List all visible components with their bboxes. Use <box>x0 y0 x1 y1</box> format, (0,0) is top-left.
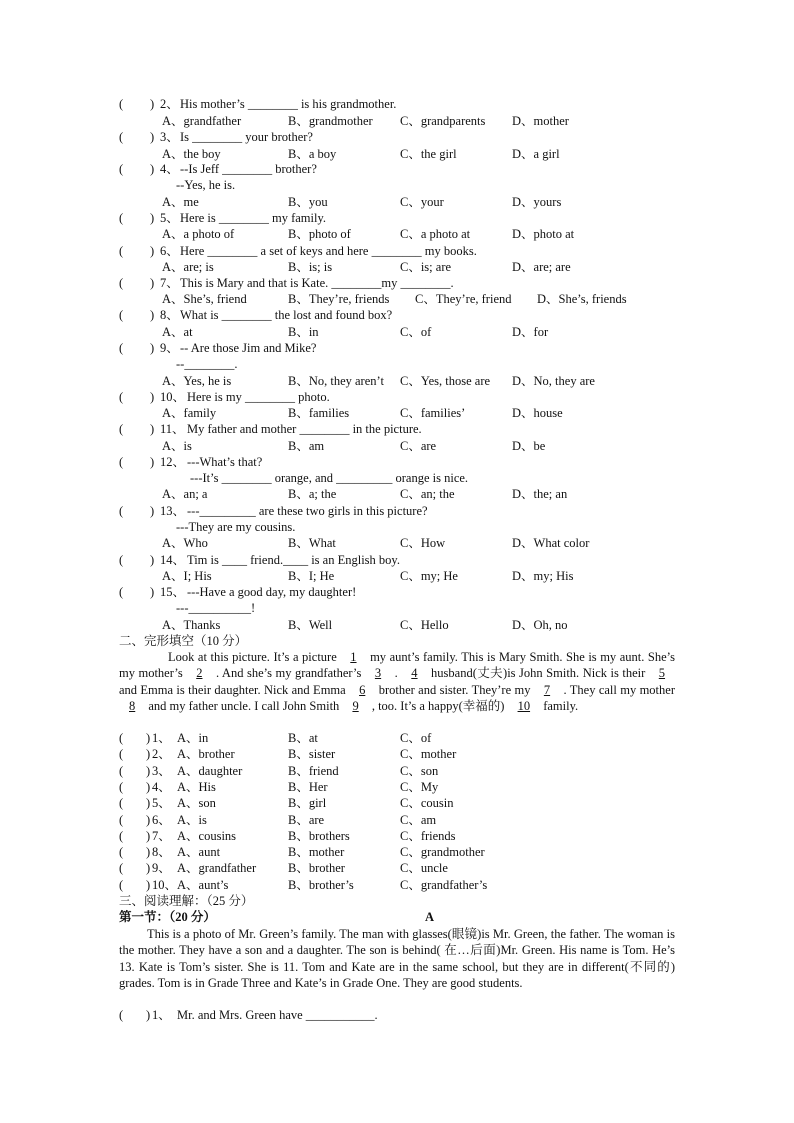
item-number: 5、 <box>152 796 171 811</box>
answer-paren-close: ) <box>150 585 155 599</box>
passage-text: , too. It’s a happy(幸福的) <box>368 698 508 713</box>
answer-paren-close: ) <box>150 341 155 355</box>
option-a[interactable]: A、Who <box>162 536 208 550</box>
question-dialogue-line <box>0 470 794 486</box>
question-number: 10、 <box>160 390 186 404</box>
cloze-item-3 <box>0 763 794 779</box>
option-d[interactable]: D、my; His <box>512 569 574 583</box>
option-d[interactable]: D、yours <box>512 195 562 209</box>
option-b[interactable]: B、in <box>288 325 319 339</box>
item-number: 9、 <box>152 861 171 876</box>
item-number: 10、 <box>152 877 178 892</box>
option-d[interactable]: D、a girl <box>512 147 560 161</box>
option-c[interactable]: C、your <box>400 195 444 209</box>
option-d[interactable]: D、What color <box>512 536 590 550</box>
option-c[interactable]: C、friends <box>400 828 456 843</box>
question-number: 12、 <box>160 455 186 469</box>
section-heading: 三、阅读理解：（25 分） <box>119 894 254 908</box>
question-number: 4、 <box>160 162 179 176</box>
option-c[interactable]: C、Yes, those are <box>400 374 491 388</box>
item-number: 7、 <box>152 828 171 843</box>
answer-paren-open[interactable]: ( <box>119 308 124 322</box>
question-dialogue-line <box>0 356 794 372</box>
answer-paren-close: ) <box>146 747 151 762</box>
answer-paren-close: ) <box>146 1008 151 1022</box>
answer-paren-close: ) <box>150 97 155 111</box>
option-c[interactable]: C、uncle <box>400 861 448 876</box>
answer-paren-open[interactable]: ( <box>119 244 124 258</box>
question-stem: Here is ________ my family. <box>180 211 327 225</box>
answer-paren-close: ) <box>150 422 155 436</box>
question-6 <box>0 243 794 259</box>
answer-paren-open[interactable]: ( <box>119 130 124 144</box>
question-number: 15、 <box>160 585 186 599</box>
question-7 <box>0 275 794 291</box>
option-a[interactable]: A、She’s, friend <box>162 292 247 306</box>
question-dialogue-line <box>0 177 794 193</box>
option-b[interactable]: B、girl <box>288 796 327 811</box>
answer-paren-open[interactable]: ( <box>119 763 124 778</box>
option-b[interactable]: B、a boy <box>288 147 337 161</box>
option-c[interactable]: C、How <box>400 536 446 550</box>
cloze-item-6 <box>0 812 794 828</box>
question-options <box>0 194 794 210</box>
question-stem: What is ________ the lost and found box? <box>180 308 393 322</box>
passage-text: husband(丈夫)is John Smith. Nick is their <box>427 666 649 681</box>
option-c[interactable]: C、an; the <box>400 487 455 501</box>
option-a[interactable]: A、His <box>177 779 216 794</box>
answer-paren-close: ) <box>146 828 151 843</box>
question-dialogue-line <box>0 519 794 535</box>
option-b[interactable]: B、No, they aren’t <box>288 374 384 388</box>
question-9 <box>0 340 794 356</box>
option-a[interactable]: A、cousins <box>177 828 237 843</box>
option-b[interactable]: B、is; is <box>288 260 333 274</box>
question-number: 5、 <box>160 211 179 225</box>
cloze-blank[interactable]: 10 <box>517 698 531 713</box>
answer-paren-open[interactable]: ( <box>119 845 124 860</box>
question-stem: -- Are those Jim and Mike? <box>180 341 317 355</box>
option-c[interactable]: C、Hello <box>400 618 449 632</box>
answer-paren-open[interactable]: ( <box>119 585 124 599</box>
question-15 <box>0 584 794 600</box>
option-a[interactable]: A、I; His <box>162 569 212 583</box>
option-c[interactable]: C、of <box>400 325 432 339</box>
option-a[interactable]: A、aunt’s <box>177 877 229 892</box>
answer-paren-open[interactable]: ( <box>119 390 124 404</box>
question-stem-second: --________. <box>176 357 238 371</box>
option-a[interactable]: A、a photo of <box>162 227 235 241</box>
question-4 <box>0 161 794 177</box>
answer-paren-open[interactable]: ( <box>119 747 124 762</box>
answer-paren-close: ) <box>150 553 155 567</box>
question-options <box>0 568 794 584</box>
option-a[interactable]: A、is <box>177 812 207 827</box>
question-dialogue-line <box>0 600 794 616</box>
answer-paren-close: ) <box>150 244 155 258</box>
option-b[interactable]: B、families <box>288 406 350 420</box>
option-a[interactable]: A、Yes, he is <box>162 374 232 388</box>
cloze-item-2 <box>0 746 794 762</box>
option-c[interactable]: C、mother <box>400 747 457 762</box>
question-8 <box>0 307 794 323</box>
option-d[interactable]: D、house <box>512 406 563 420</box>
question-stem: Mr. and Mrs. Green have ___________. <box>177 1008 378 1022</box>
answer-paren-close: ) <box>146 877 151 892</box>
answer-paren-close: ) <box>150 504 155 518</box>
option-b[interactable]: B、What <box>288 536 336 550</box>
answer-paren-close: ) <box>150 211 155 225</box>
option-b[interactable]: B、Her <box>288 779 328 794</box>
question-3 <box>0 129 794 145</box>
question-stem: ---Have a good day, my daughter! <box>187 585 357 599</box>
question-14 <box>0 552 794 568</box>
cloze-blank[interactable]: 4 <box>411 666 418 681</box>
question-options <box>0 146 794 162</box>
option-b[interactable]: B、Well <box>288 618 333 632</box>
passage-text: and Emma is their daughter. Nick and Emma <box>119 682 350 697</box>
question-options <box>0 226 794 242</box>
option-a[interactable]: A、family <box>162 406 217 420</box>
subsection-heading: 第一节：（20 分） <box>119 910 216 924</box>
question-stem: Here ________ a set of keys and here ________ my books. <box>180 244 477 258</box>
question-number: 7、 <box>160 276 179 290</box>
option-a[interactable]: A、the boy <box>162 147 221 161</box>
answer-paren-open[interactable]: ( <box>119 341 124 355</box>
item-number: 8、 <box>152 845 171 860</box>
option-c[interactable]: C、am <box>400 812 437 827</box>
option-a[interactable]: A、is <box>162 439 192 453</box>
passage-text: . <box>391 666 402 681</box>
option-b[interactable]: B、I; He <box>288 569 335 583</box>
item-number: 3、 <box>152 763 171 778</box>
cloze-item-5 <box>0 795 794 811</box>
question-stem: Tim is ____ friend.____ is an English boy. <box>187 553 400 567</box>
question-number: 1、 <box>152 1008 171 1022</box>
cloze-heading <box>0 633 794 649</box>
answer-paren-open[interactable]: ( <box>119 422 124 436</box>
option-a[interactable]: A、son <box>177 796 216 811</box>
question-stem-second: ---__________! <box>176 601 256 615</box>
option-c[interactable]: C、grandmother <box>400 845 485 860</box>
question-11 <box>0 421 794 437</box>
passage-text: brother and sister. They’re my <box>375 682 534 697</box>
option-b[interactable]: B、brother <box>288 861 345 876</box>
option-c[interactable]: C、grandparents <box>400 114 486 128</box>
question-stem: His mother’s ________ is his grandmother. <box>180 97 397 111</box>
passage-text: and my father uncle. I call John Smith <box>145 698 343 713</box>
option-d[interactable]: D、are; are <box>512 260 571 274</box>
question-5 <box>0 210 794 226</box>
option-d[interactable]: D、be <box>512 439 546 453</box>
cloze-blank[interactable]: 6 <box>359 682 366 697</box>
answer-paren-open[interactable]: ( <box>119 1008 124 1022</box>
question-10 <box>0 389 794 405</box>
option-a[interactable]: A、daughter <box>177 763 243 778</box>
option-b[interactable]: B、friend <box>288 763 339 778</box>
answer-paren-open[interactable]: ( <box>119 731 124 745</box>
cloze-blank[interactable]: 2 <box>196 666 203 681</box>
reading-subheading <box>0 909 794 925</box>
question-stem: Is ________ your brother? <box>180 130 313 144</box>
question-stem: ---What’s that? <box>187 455 263 469</box>
question-number: 8、 <box>160 308 179 322</box>
answer-paren-close: ) <box>146 845 151 860</box>
passage-text: . And she’s my grandfather’s <box>212 666 365 681</box>
option-d[interactable]: D、mother <box>512 114 569 128</box>
answer-paren-close: ) <box>146 779 151 794</box>
answer-paren-open[interactable]: ( <box>119 211 124 225</box>
cloze-passage <box>119 649 675 714</box>
cloze-blank[interactable]: 7 <box>543 682 551 697</box>
answer-paren-close: ) <box>150 308 155 322</box>
option-a[interactable]: A、me <box>162 195 199 209</box>
answer-paren-close: ) <box>150 390 155 404</box>
cloze-item-8 <box>0 844 794 860</box>
answer-paren-open[interactable]: ( <box>119 162 124 176</box>
option-c[interactable]: C、son <box>400 763 439 778</box>
option-a[interactable]: A、an; a <box>162 487 208 501</box>
question-number: 3、 <box>160 130 179 144</box>
option-b[interactable]: B、brother’s <box>288 877 354 892</box>
answer-paren-open[interactable]: ( <box>119 828 124 843</box>
question-options <box>0 438 794 454</box>
question-12 <box>0 454 794 470</box>
option-b[interactable]: B、at <box>288 731 318 745</box>
option-b[interactable]: B、you <box>288 195 328 209</box>
option-d[interactable]: D、the; an <box>512 487 568 501</box>
question-number: 11、 <box>160 422 185 436</box>
question-number: 9、 <box>160 341 179 355</box>
question-options <box>0 259 794 275</box>
reading-question-1 <box>0 1007 794 1023</box>
option-b[interactable]: B、are <box>288 812 325 827</box>
option-d[interactable]: D、photo at <box>512 227 575 241</box>
answer-paren-open[interactable]: ( <box>119 97 124 111</box>
answer-paren-open[interactable]: ( <box>119 553 124 567</box>
answer-paren-open[interactable]: ( <box>119 504 124 518</box>
option-a[interactable]: A、are; is <box>162 260 214 274</box>
answer-paren-close: ) <box>146 731 151 745</box>
option-b[interactable]: B、am <box>288 439 325 453</box>
question-options <box>0 617 794 633</box>
question-options <box>0 373 794 389</box>
question-number: 14、 <box>160 553 186 567</box>
item-number: 2、 <box>152 747 171 762</box>
passage-text: Look at this picture. It’s a picture <box>168 650 341 664</box>
option-c[interactable]: C、families’ <box>400 406 466 420</box>
question-stem: --Is Jeff ________ brother? <box>180 162 317 176</box>
passage-text: family. <box>540 698 579 713</box>
passage-text: . They call my mother <box>560 682 675 697</box>
answer-paren-open[interactable]: ( <box>119 276 124 290</box>
option-b[interactable]: B、a; the <box>288 487 337 501</box>
cloze-item-4 <box>0 779 794 795</box>
question-number: 13、 <box>160 504 186 518</box>
option-d[interactable]: D、for <box>512 325 549 339</box>
item-number: 1、 <box>152 731 171 745</box>
option-c[interactable]: C、cousin <box>400 796 454 811</box>
cloze-blank[interactable]: 9 <box>352 698 359 713</box>
option-c[interactable]: C、grandfather’s <box>400 877 488 892</box>
answer-paren-open[interactable]: ( <box>119 812 124 827</box>
option-c[interactable]: C、are <box>400 439 437 453</box>
option-c[interactable]: C、my; He <box>400 569 458 583</box>
answer-paren-close: ) <box>146 796 151 811</box>
option-c[interactable]: C、is; are <box>400 260 452 274</box>
cloze-blank[interactable]: 5 <box>658 666 666 681</box>
option-b[interactable]: B、They’re, friends <box>288 292 390 306</box>
option-b[interactable]: B、brothers <box>288 828 350 843</box>
option-c[interactable]: C、They’re, friend <box>415 292 512 306</box>
option-b[interactable]: B、photo of <box>288 227 351 241</box>
option-c[interactable]: C、a photo at <box>400 227 471 241</box>
question-stem-second: ---It’s ________ orange, and _________ orange is nice. <box>190 471 469 485</box>
option-d[interactable]: D、Oh, no <box>512 618 568 632</box>
question-options <box>0 324 794 340</box>
option-a[interactable]: A、brother <box>177 747 235 762</box>
option-a[interactable]: A、grandfather <box>162 114 242 128</box>
answer-paren-close: ) <box>150 130 155 144</box>
answer-paren-close: ) <box>150 276 155 290</box>
section-heading: 二、完形填空（10 分） <box>119 634 248 648</box>
option-b[interactable]: B、sister <box>288 747 336 762</box>
option-d[interactable]: D、No, they are <box>512 374 595 388</box>
cloze-blank[interactable]: 3 <box>374 666 382 681</box>
question-stem-second: --Yes, he is. <box>176 178 236 192</box>
option-c[interactable]: C、of <box>400 731 432 745</box>
reading-heading <box>0 893 794 909</box>
question-options <box>0 113 794 129</box>
question-stem-second: ---They are my cousins. <box>176 520 296 534</box>
question-stem: Here is my ________ photo. <box>187 390 330 404</box>
answer-paren-open[interactable]: ( <box>119 455 124 469</box>
answer-paren-close: ) <box>146 763 151 778</box>
option-a[interactable]: A、Thanks <box>162 618 221 632</box>
option-c[interactable]: C、My <box>400 779 439 794</box>
item-number: 6、 <box>152 812 171 827</box>
question-options <box>0 291 794 307</box>
question-options <box>0 535 794 551</box>
question-stem: This is Mary and that is Kate. ________my ________. <box>180 276 454 290</box>
option-d[interactable]: D、She’s, friends <box>537 292 627 306</box>
question-stem: ---_________ are these two girls in this picture? <box>187 504 428 518</box>
option-a[interactable]: A、at <box>162 325 193 339</box>
cloze-blank[interactable]: 1 <box>350 650 357 664</box>
option-b[interactable]: B、mother <box>288 845 345 860</box>
answer-paren-open[interactable]: ( <box>119 877 124 892</box>
answer-paren-close: ) <box>150 455 155 469</box>
answer-paren-close: ) <box>150 162 155 176</box>
cloze-blank[interactable]: 8 <box>129 698 136 713</box>
option-b[interactable]: B、grandmother <box>288 114 373 128</box>
question-stem: My father and mother ________ in the picture. <box>187 422 422 436</box>
option-a[interactable]: A、in <box>177 731 209 745</box>
answer-paren-close: ) <box>146 861 151 876</box>
option-a[interactable]: A、aunt <box>177 845 221 860</box>
question-number: 6、 <box>160 244 179 258</box>
answer-paren-open[interactable]: ( <box>119 779 124 794</box>
item-number: 4、 <box>152 779 171 794</box>
passage-label: A <box>425 910 435 924</box>
passage-text: my aunt’s family. This is Mary Smith. She is my aunt. She’s my mother’s <box>119 650 675 681</box>
question-2 <box>0 96 794 112</box>
question-options <box>0 486 794 502</box>
question-number: 2、 <box>160 97 179 111</box>
cloze-item-7 <box>0 828 794 844</box>
answer-paren-close: ) <box>146 812 151 827</box>
cloze-item-10 <box>0 877 794 893</box>
reading-passage: This is a photo of Mr. Green’s family. The man with glasses(眼镜)is Mr. Green, the father. The woman is the mother. They have a son and a daughter. The son is behind( 在…后面)Mr. Green. His name is Tom. He’s 13. Kate is Tom’s sister. She is 11. Tom and Kate are in the same school, but they are in different(不同的) grades. Tom is in Grade Three and Kate’s in Grade One. They are good students. <box>119 927 675 990</box>
option-c[interactable]: C、the girl <box>400 147 457 161</box>
cloze-item-9 <box>0 860 794 876</box>
option-a[interactable]: A、grandfather <box>177 861 257 876</box>
answer-paren-open[interactable]: ( <box>119 796 124 811</box>
answer-paren-open[interactable]: ( <box>119 861 124 876</box>
question-options <box>0 405 794 421</box>
cloze-item-1 <box>0 730 794 746</box>
question-13 <box>0 503 794 519</box>
